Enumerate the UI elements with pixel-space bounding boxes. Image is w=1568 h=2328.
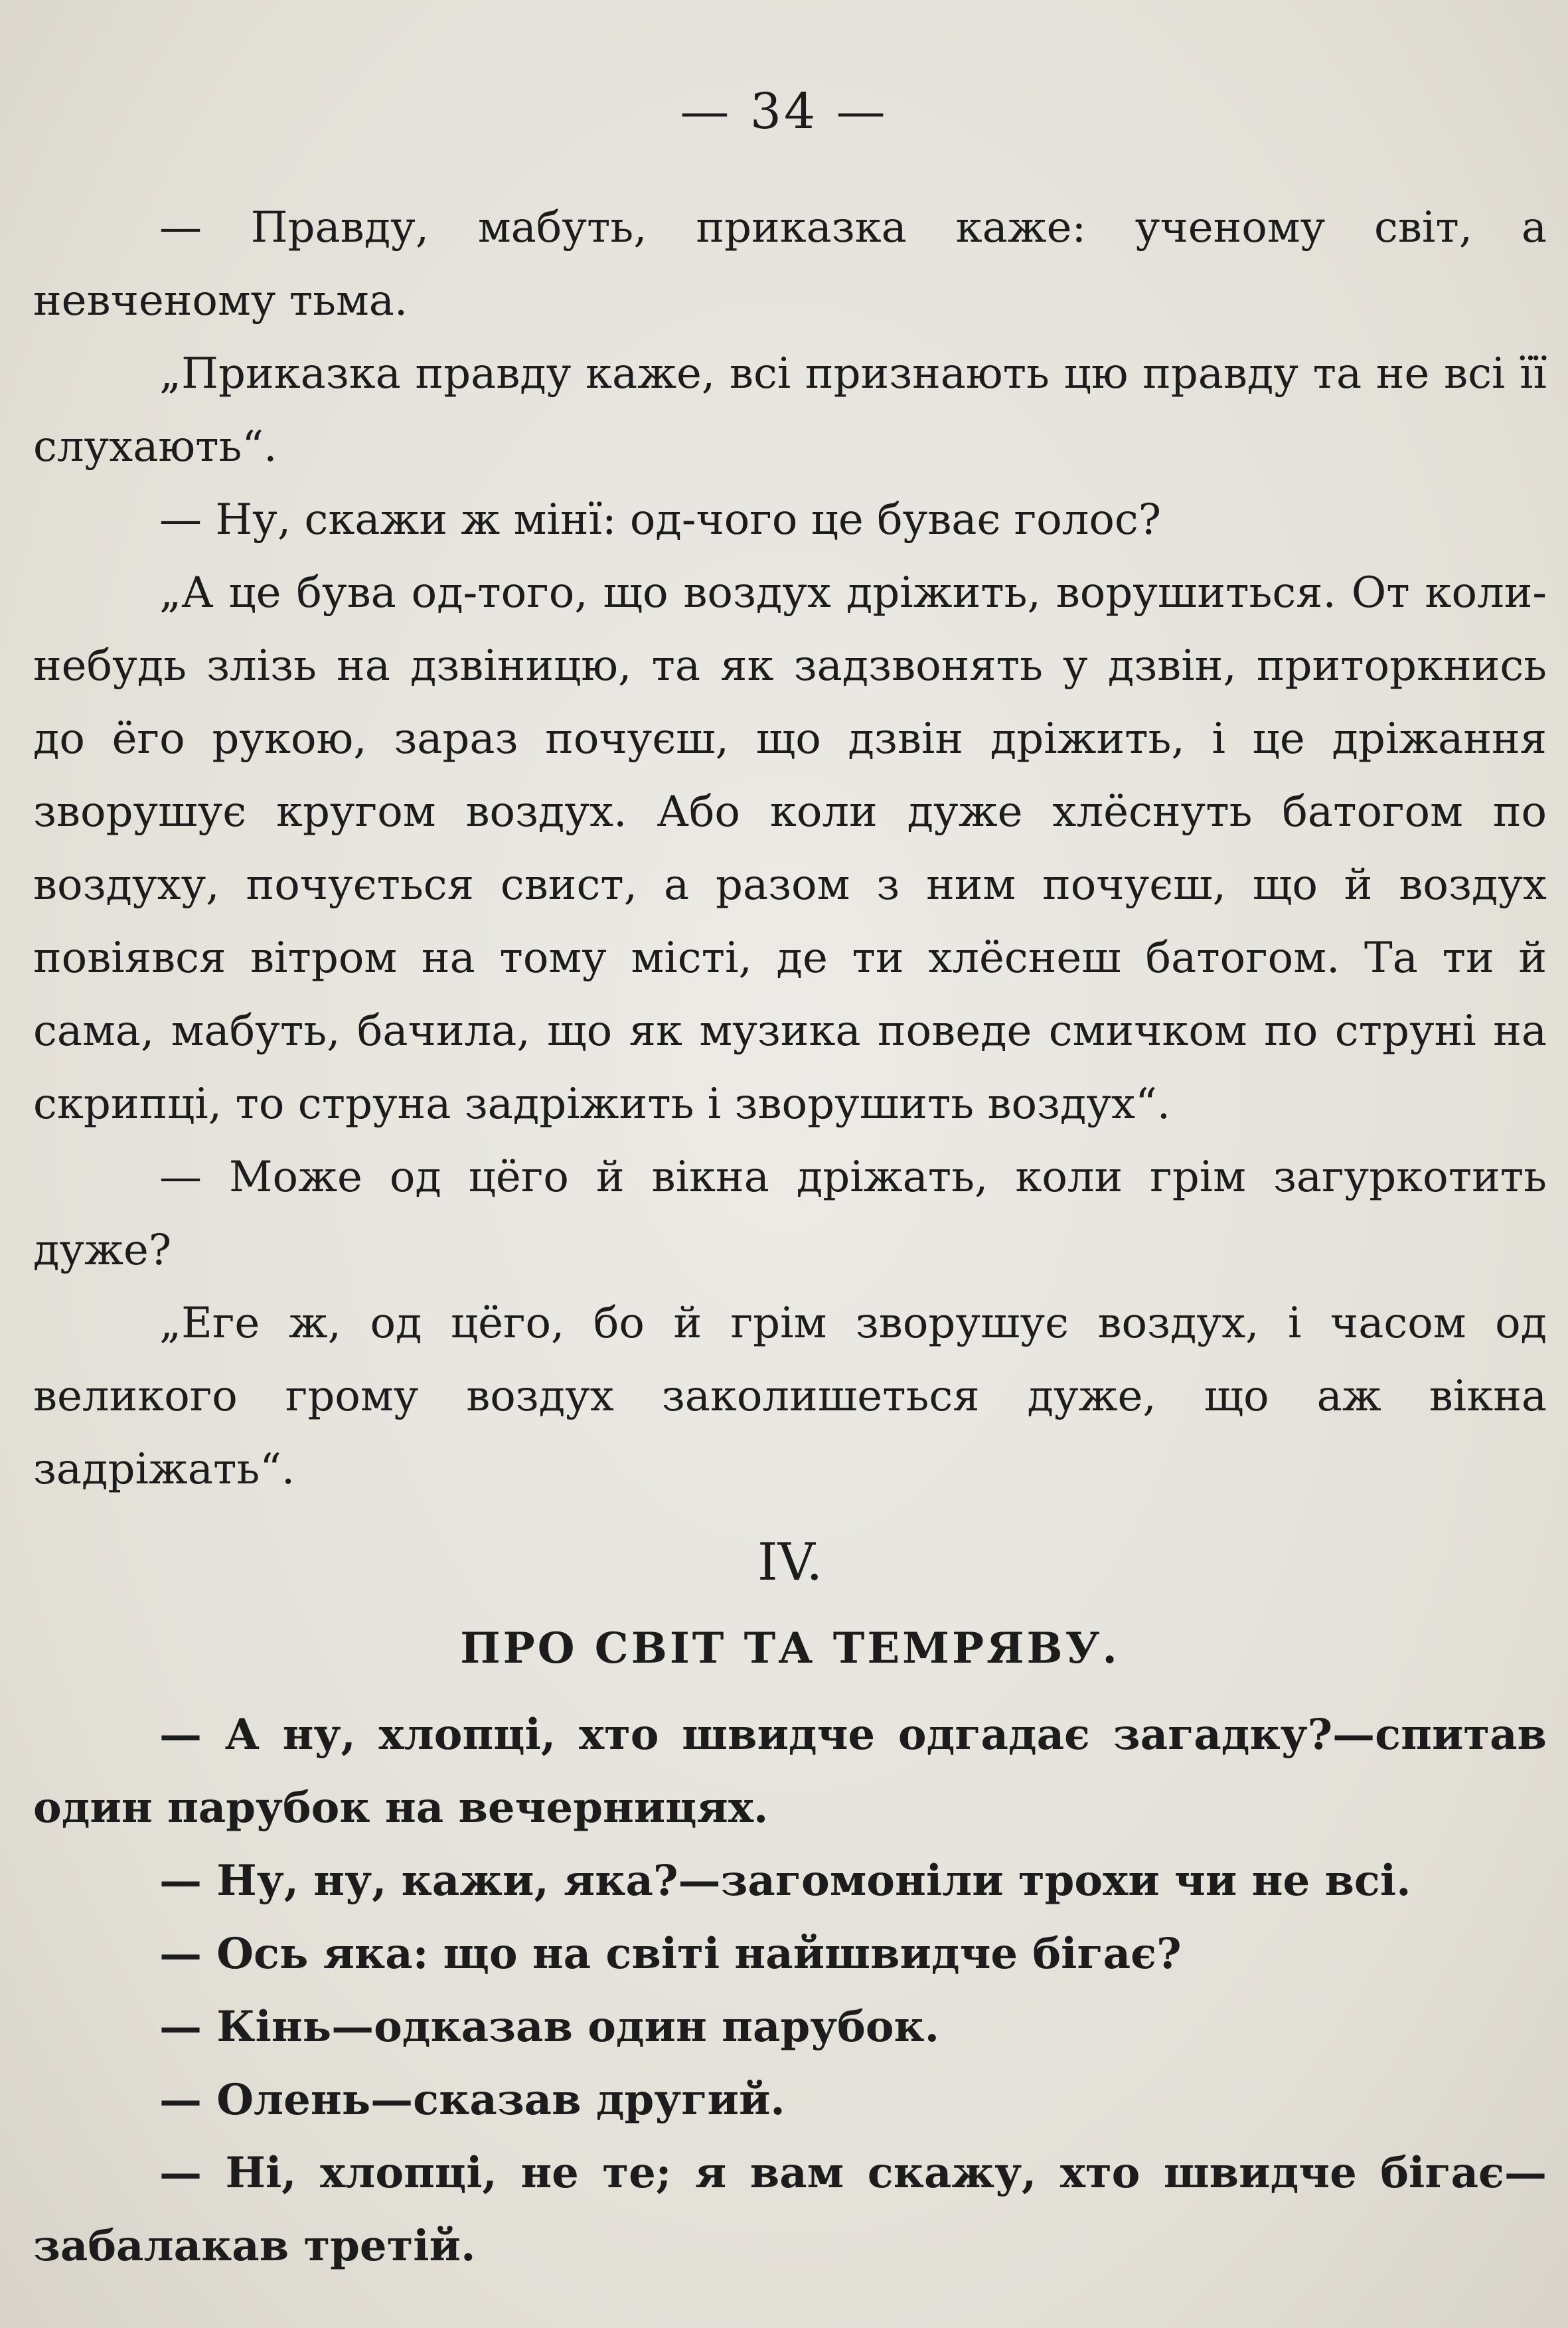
section-heading (33, 1519, 1547, 1692)
paragraph: — Правду, мабуть, приказка каже: ученому світ, а невченому тьма. (33, 203, 1547, 325)
paragraph: — Кінь—одказав один парубок. (159, 2002, 940, 2052)
paragraph: — Олень—сказав другий. (159, 2075, 785, 2125)
paragraph: „А це бува од-того, що воздух дріжить, ворушиться. От коли-небудь злізь на дзвіницю, та як задзвонять у дзвін, приторкнись до ёго рукою, зараз почуєш, що дзвін дріжить, і це дріжання зворушує кругом воздух. Або коли дуже хлёснуть батогом по воздуху, почується свист, а разом з ним почуєш, що й воздух повіявся вітром на тому місті, де ти хлёснеш батогом. Та ти й сама, мабуть, бачила, що як музика поведе смичком по струні на скрипці, то струна задріжить і зворушить воздух“. (33, 568, 1547, 1129)
body-text (33, 191, 1547, 2283)
paragraph: „Еге ж, од цёго, бо й грім зворушує воздух, і часом од великого грому воздух заколишеться дуже, що аж вікна задріжать“. (33, 1299, 1547, 1494)
paragraph: „Приказка правду каже, всі признають цю правду та не всі її слухають“. (33, 349, 1547, 471)
section-number: IV. (757, 1533, 823, 1592)
paragraph: — Може од цёго й вікна дріжать, коли грім загуркотить дуже? (33, 1153, 1547, 1275)
paragraph: — Ось яка: що на світі найшвидче бігає? (159, 1929, 1182, 1979)
paragraph: — Ні, хлопці, не те; я вам скажу, хто швидче бігає—забалакав третій. (33, 2148, 1547, 2271)
page-number: — 34 — (680, 83, 888, 140)
paragraph: — Ну, ну, кажи, яка?—загомоніли трохи чи не всі. (159, 1856, 1411, 1906)
section-title: ПРО СВІТ ТА ТЕМРЯВУ. (460, 1623, 1120, 1673)
paragraph: — А ну, хлопці, хто швидче одгадає загадку?—спитав один парубок на вечерницях. (33, 1710, 1547, 1833)
paragraph: — Ну, скажи ж мінї: од-чого це буває голос? (159, 495, 1162, 544)
